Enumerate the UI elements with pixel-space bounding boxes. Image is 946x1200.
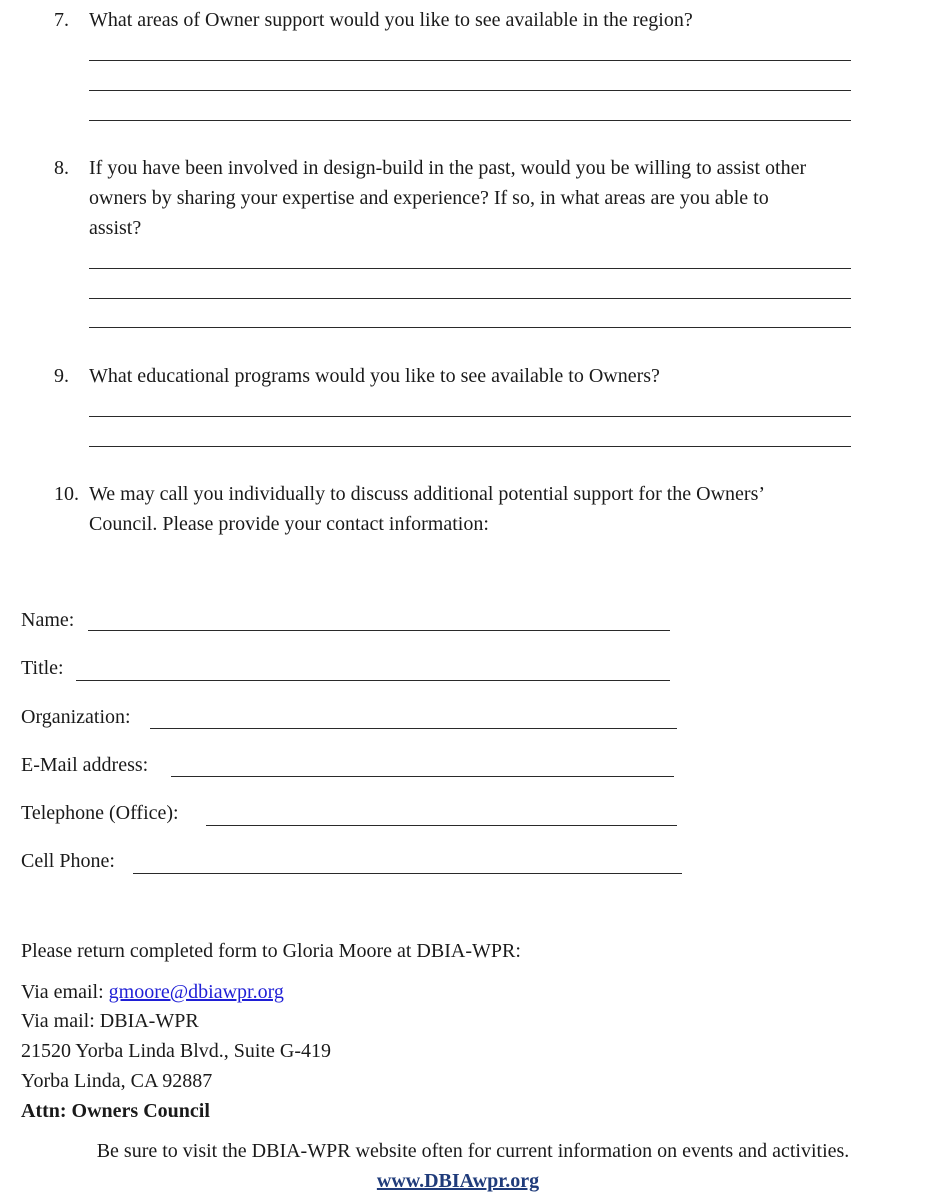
question-text: What educational programs would you like to see available to Owners? bbox=[89, 365, 660, 387]
title-label: Title: bbox=[21, 657, 64, 679]
question-text: What areas of Owner support would you like to see available in the region? bbox=[89, 9, 693, 31]
email-label: E-Mail address: bbox=[21, 754, 149, 776]
question-number: 10. bbox=[54, 483, 79, 505]
answer-line[interactable] bbox=[89, 327, 851, 328]
title-field[interactable] bbox=[76, 680, 670, 681]
address-line-2: Yorba Linda, CA 92887 bbox=[21, 1070, 213, 1092]
via-mail-line: Via mail: DBIA-WPR bbox=[21, 1010, 199, 1032]
question-text: owners by sharing your expertise and experience? If so, in what areas are you able to bbox=[89, 187, 769, 209]
website-link[interactable]: www.DBIAwpr.org bbox=[376, 1170, 540, 1192]
question-text: assist? bbox=[89, 217, 142, 239]
answer-line[interactable] bbox=[89, 446, 851, 447]
answer-line[interactable] bbox=[89, 90, 851, 91]
attn-line: Attn: Owners Council bbox=[21, 1100, 210, 1122]
footer-note: Be sure to visit the DBIA-WPR website often for current information on events and activities. bbox=[96, 1140, 850, 1162]
answer-line[interactable] bbox=[89, 60, 851, 61]
answer-line[interactable] bbox=[89, 120, 851, 121]
return-intro: Please return completed form to Gloria Moore at DBIA-WPR: bbox=[21, 940, 521, 962]
name-field[interactable] bbox=[88, 630, 670, 631]
cell-phone-label: Cell Phone: bbox=[21, 850, 115, 872]
answer-line[interactable] bbox=[89, 268, 851, 269]
answer-line[interactable] bbox=[89, 416, 851, 417]
name-label: Name: bbox=[21, 609, 75, 631]
question-text: We may call you individually to discuss additional potential support for the Owners’ bbox=[89, 483, 766, 505]
question-text: If you have been involved in design-build in the past, would you be willing to assist other bbox=[89, 157, 807, 179]
question-number: 8. bbox=[54, 157, 69, 179]
answer-line[interactable] bbox=[89, 298, 851, 299]
cell-phone-field[interactable] bbox=[133, 873, 682, 874]
telephone-field[interactable] bbox=[206, 825, 677, 826]
organization-field[interactable] bbox=[150, 728, 677, 729]
email-link[interactable]: gmoore@dbiawpr.org bbox=[108, 981, 284, 1003]
organization-label: Organization: bbox=[21, 706, 131, 728]
telephone-label: Telephone (Office): bbox=[21, 802, 179, 824]
question-number: 7. bbox=[54, 9, 69, 31]
address-line-1: 21520 Yorba Linda Blvd., Suite G-419 bbox=[21, 1040, 331, 1062]
via-email-line bbox=[21, 977, 284, 1007]
question-number: 9. bbox=[54, 365, 69, 387]
email-field[interactable] bbox=[171, 776, 674, 777]
question-text: Council. Please provide your contact information: bbox=[89, 513, 489, 535]
via-email-label: Via email: bbox=[21, 981, 109, 1003]
